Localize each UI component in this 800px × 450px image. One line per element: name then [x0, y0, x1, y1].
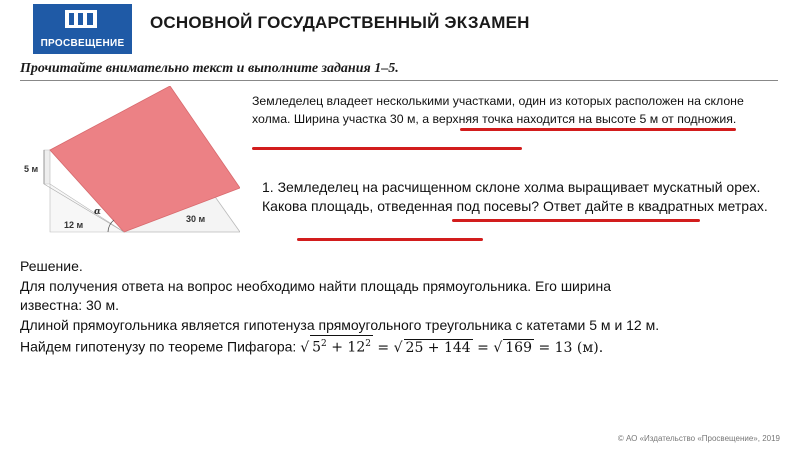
slope-diagram: [22, 86, 240, 240]
publisher-logo: [33, 4, 132, 54]
underline-mark: [252, 147, 522, 150]
underline-mark: [452, 219, 700, 222]
formula-exponent: 2: [365, 339, 371, 349]
angle-label: α: [94, 207, 101, 217]
solution-line: Длиной прямоугольника является гипотенуза прямоугольного треугольника с катетами 5 м и 12 м.: [20, 316, 660, 333]
page-title: ОСНОВНОЙ ГОСУДАРСТВЕННЫЙ ЭКЗАМЕН: [150, 13, 530, 32]
pythagoras-formula: √ $5^2 + 12^2$ = √ 25 + 144 = √ 169 = 13 (м).: [300, 340, 603, 356]
divider: [20, 80, 778, 81]
formula-exponent: 2: [321, 339, 327, 349]
solution-line-prefix: Найдем гипотенузу по теореме Пифагора:: [20, 338, 297, 355]
instruction-heading: Прочитайте внимательно текст и выполните задания 1–5.: [20, 61, 399, 76]
formula-term: 5: [312, 339, 322, 356]
task-text: 1. Земледелец на расчищенном склоне холма выращивает мускатный орех. Какова площадь, отведенная под посевы? Ответ дайте в квадратных метрах.: [262, 179, 768, 214]
formula-result: = 13 (м).: [538, 339, 604, 356]
solution-heading: Решение.: [20, 258, 83, 274]
base-label: 12 м: [64, 220, 84, 230]
solution-line: Для получения ответа на вопрос необходимо найти площадь прямоугольника. Его ширина: [20, 277, 611, 294]
solution-block: [20, 257, 790, 358]
height-label: 5 м: [24, 164, 39, 174]
formula-term: 12: [347, 339, 366, 356]
formula-term: 25 + 144: [405, 339, 471, 356]
solution-line: [20, 335, 790, 358]
copyright-notice: © АО «Издательство «Просвещение», 2019: [617, 434, 780, 443]
solution-line: известна: 30 м.: [20, 297, 119, 313]
width-label: 30 м: [186, 214, 206, 224]
underline-mark: [460, 128, 736, 131]
underline-mark: [297, 238, 483, 241]
logo-text: ПРОСВЕЩЕНИЕ: [40, 38, 125, 49]
formula-term: 169: [505, 339, 532, 356]
hill-slope-figure: [22, 86, 240, 240]
intro-text: Земледелец владеет несколькими участками, один из которых расположен на склоне холма. Ширина участка 30 м, а верхняя точка находится на высоте 5 м от подножия.: [252, 94, 744, 126]
book-emblem-icon: [65, 10, 97, 28]
